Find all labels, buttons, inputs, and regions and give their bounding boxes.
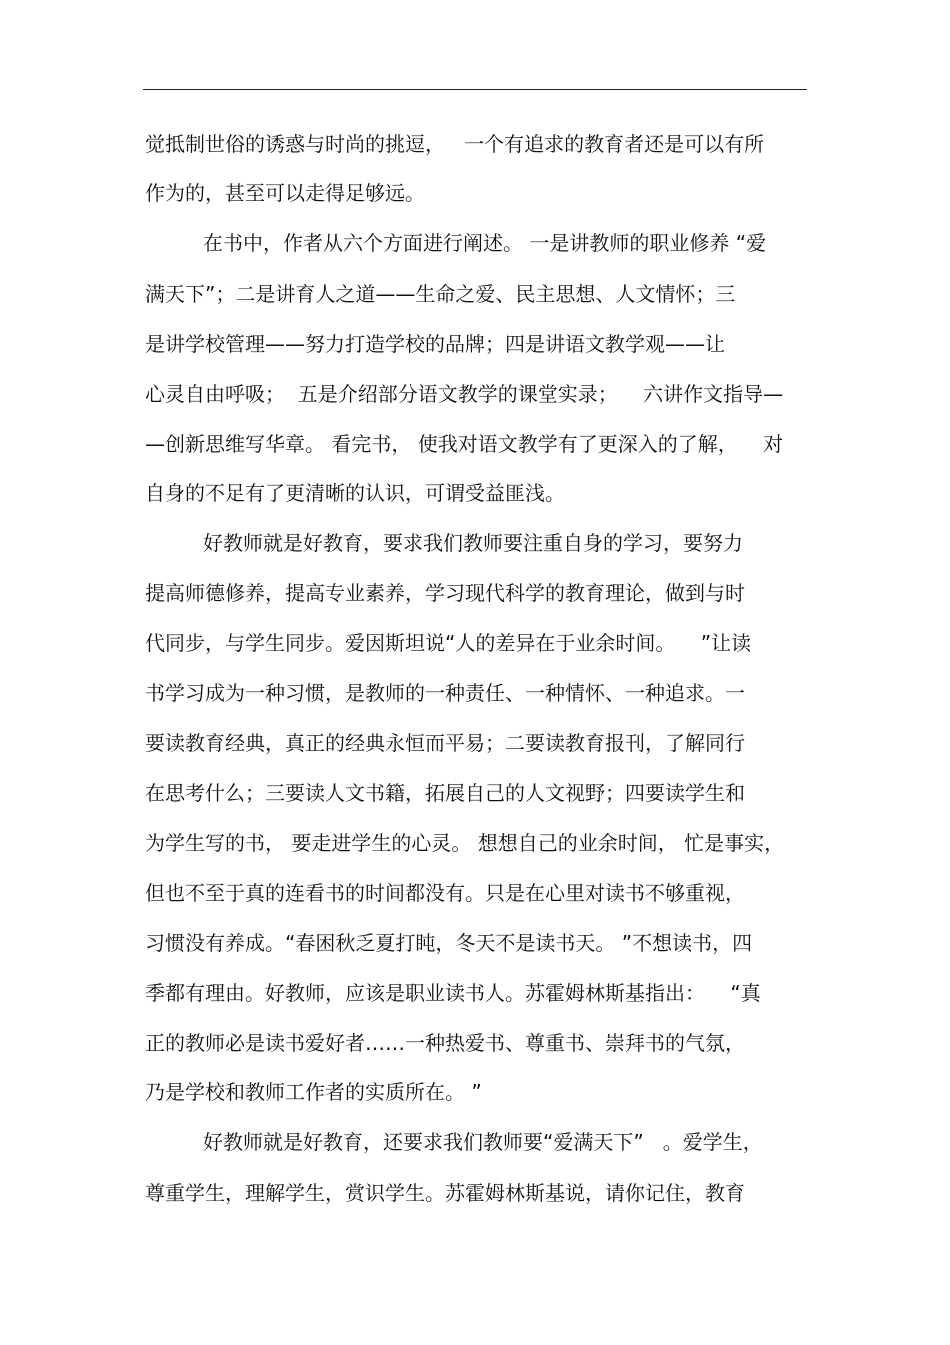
text-line: 代同步，与学生同步。爱因斯坦说“人的差异在于业余时间。 ”让读 — [145, 631, 752, 655]
text-line: 季都有理由。好教师，应该是职业读书人。苏霍姆林斯基指出： “真 — [145, 981, 761, 1005]
text-line: 为学生写的书， 要走进学生的心灵。 想想自己的业余时间， 忙是事实， — [145, 831, 785, 855]
text-line: 作为的，甚至可以走得足够远。 — [145, 181, 425, 205]
text-line: 在思考什么；三要读人文书籍，拓展自己的人文视野；四要读学生和 — [145, 781, 745, 805]
header-rule — [143, 89, 807, 90]
text-line: 要读教育经典，真正的经典永恒而平易；二要读教育报刊，了解同行 — [145, 731, 745, 755]
text-line: 正的教师必是读书爱好者……一种热爱书、尊重书、崇拜书的气氛， — [145, 1031, 745, 1055]
text-line: —创新思维写华章。 看完书， 使我对语文教学有了更深入的了解， 对 — [145, 432, 784, 456]
paragraph-start-line: 好教师就是好教育，还要求我们教师要“爱满天下” 。爱学生， — [203, 1130, 763, 1154]
text-line: 满天下”；二是讲育人之道——生命之爱、民主思想、人文情怀；三 — [145, 282, 736, 306]
text-line: 提高师德修养，提高专业素养，学习现代科学的教育理论，做到与时 — [145, 581, 745, 605]
text-line: 习惯没有养成。“春困秋乏夏打盹，冬天不是读书天。 ”不想读书，四 — [145, 931, 753, 955]
text-line: 乃是学校和教师工作者的实质所在。 ” — [145, 1080, 482, 1104]
text-line: 觉抵制世俗的诱惑与时尚的挑逗， 一个有追求的教育者还是可以有所 — [145, 132, 765, 156]
text-line: 尊重学生，理解学生，赏识学生。苏霍姆林斯基说，请你记住，教育 — [145, 1181, 745, 1205]
text-line: 书学习成为一种习惯，是教师的一种责任、一种情怀、一种追求。一 — [145, 681, 745, 705]
paragraph-start-line: 好教师就是好教育，要求我们教师要注重自身的学习，要努力 — [203, 531, 743, 555]
paragraph-start-line: 在书中，作者从六个方面进行阐述。 一是讲教师的职业修养 “爱 — [203, 231, 767, 255]
text-line: 是讲学校管理——努力打造学校的品牌；四是讲语文教学观——让 — [145, 332, 725, 356]
text-line: 自身的不足有了更清晰的认识，可谓受益匪浅。 — [145, 481, 565, 505]
text-line: 但也不至于真的连看书的时间都没有。只是在心里对读书不够重视， — [145, 881, 745, 905]
text-line: 心灵自由呼吸； 五是介绍部分语文教学的课堂实录； 六讲作文指导— — [145, 382, 784, 406]
